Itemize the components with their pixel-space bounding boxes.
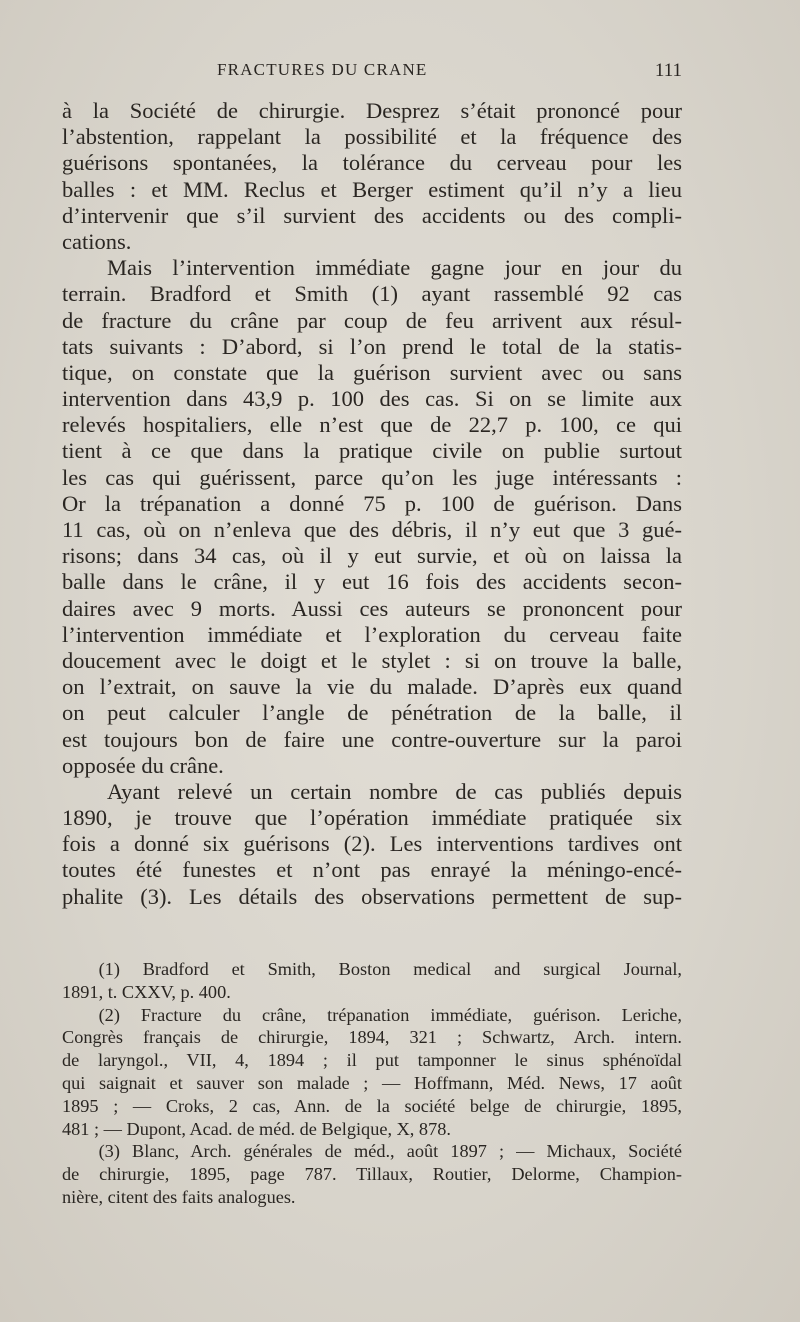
body-line: terrain. Bradford et Smith (1) ayant rassemblé 92 cas: [62, 281, 682, 307]
body-line: l’abstention, rappelant la possibilité et la fréquence des: [62, 124, 682, 150]
body-line: phalite (3). Les détails des observations permettent de sup-: [62, 883, 682, 909]
footnotes: [62, 958, 682, 1209]
body-line: Or la trépanation a donné 75 p. 100 de guérison. Dans: [62, 490, 682, 516]
footnote-line: (2) Fracture du crâne, trépanation immédiate, guérison. Leriche,: [98, 1004, 682, 1025]
running-title: FRACTURES DU CRANE: [217, 60, 428, 79]
footnote-line: nière, citent des faits analogues.: [62, 1186, 296, 1207]
body-line: toutes été funestes et n’ont pas enrayé la méningo-encé-: [62, 857, 682, 883]
body-line: de fracture du crâne par coup de feu arrivent aux résul-: [62, 307, 682, 333]
body-line: fois a donné six guérisons (2). Les interventions tardives ont: [62, 831, 682, 857]
page-number: 111: [654, 60, 682, 81]
footnote-line: Congrès français de chirurgie, 1894, 321 ; Schwartz, Arch. intern.: [62, 1027, 682, 1048]
body-line: d’intervenir que s’il survient des accidents ou des compli-: [62, 202, 682, 228]
body-line: on l’extrait, on sauve la vie du malade. D’après eux quand: [62, 674, 682, 700]
body-line: Ayant relevé un certain nombre de cas publiés depuis: [107, 778, 682, 804]
footnote-line: 1895 ; — Croks, 2 cas, Ann. de la société belge de chirurgie, 1895,: [62, 1095, 682, 1116]
footnote-line: 481 ; — Dupont, Acad. de méd. de Belgique, X, 878.: [62, 1118, 451, 1139]
footnote-line: 1891, t. CXXV, p. 400.: [62, 981, 231, 1002]
body-line: les cas qui guérissent, parce qu’on les juge intéressants :: [62, 464, 682, 490]
body-line: opposée du crâne.: [62, 752, 224, 778]
body-line: à la Société de chirurgie. Desprez s’était prononcé pour: [62, 98, 682, 123]
footnote-line: (1) Bradford et Smith, Boston medical and surgical Journal,: [98, 959, 682, 979]
body-line: doucement avec le doigt et le stylet : si on trouve la balle,: [62, 647, 682, 673]
body-line: intervention dans 43,9 p. 100 des cas. Si on se limite aux: [62, 386, 682, 412]
body-line: balle dans le crâne, il y eut 16 fois des accidents secon-: [62, 569, 682, 595]
body-line: relevés hospitaliers, elle n’est que de 22,7 p. 100, ce qui: [62, 412, 682, 438]
footnote-line: de chirurgie, 1895, page 787. Tillaux, Routier, Delorme, Champion-: [62, 1164, 682, 1185]
body-line: tats suivants : D’abord, si l’on prend le total de la statis-: [62, 333, 682, 359]
body-line: balles : et MM. Reclus et Berger estiment qu’il n’y a lieu: [62, 176, 682, 202]
footnote-line: qui saignait et sauver son malade ; — Hoffmann, Méd. News, 17 août: [62, 1072, 682, 1093]
body-line: cations.: [62, 228, 132, 254]
footnote-line: (3) Blanc, Arch. générales de méd., août 1897 ; — Michaux, Société: [98, 1141, 682, 1162]
body-line: tient à ce que dans la pratique civile on publie surtout: [62, 438, 682, 464]
body-line: guérisons spontanées, la tolérance du cerveau pour les: [62, 150, 682, 176]
body-line: 11 cas, où on n’enleva que des débris, il n’y eut que 3 gué-: [62, 517, 682, 542]
body-line: 1890, je trouve que l’opération immédiate pratiquée six: [62, 805, 682, 831]
body-line: Mais l’intervention immédiate gagne jour en jour du: [107, 255, 682, 281]
footnote-line: de laryngol., VII, 4, 1894 ; il put tamponner le sinus sphénoïdal: [62, 1050, 682, 1071]
body-line: est toujours bon de faire une contre-ouverture sur la paroi: [62, 726, 682, 752]
body-line: tique, on constate que la guérison survient avec ou sans: [62, 359, 682, 385]
body-line: daires avec 9 morts. Aussi ces auteurs se prononcent pour: [62, 595, 682, 621]
body-line: on peut calculer l’angle de pénétration de la balle, il: [62, 700, 682, 726]
body-line: l’intervention immédiate et l’exploration du cerveau faite: [62, 621, 682, 647]
body-line: risons; dans 34 cas, où il y eut survie, et où on laissa la: [62, 543, 682, 569]
body-text: [62, 98, 682, 910]
running-head: [62, 60, 682, 90]
